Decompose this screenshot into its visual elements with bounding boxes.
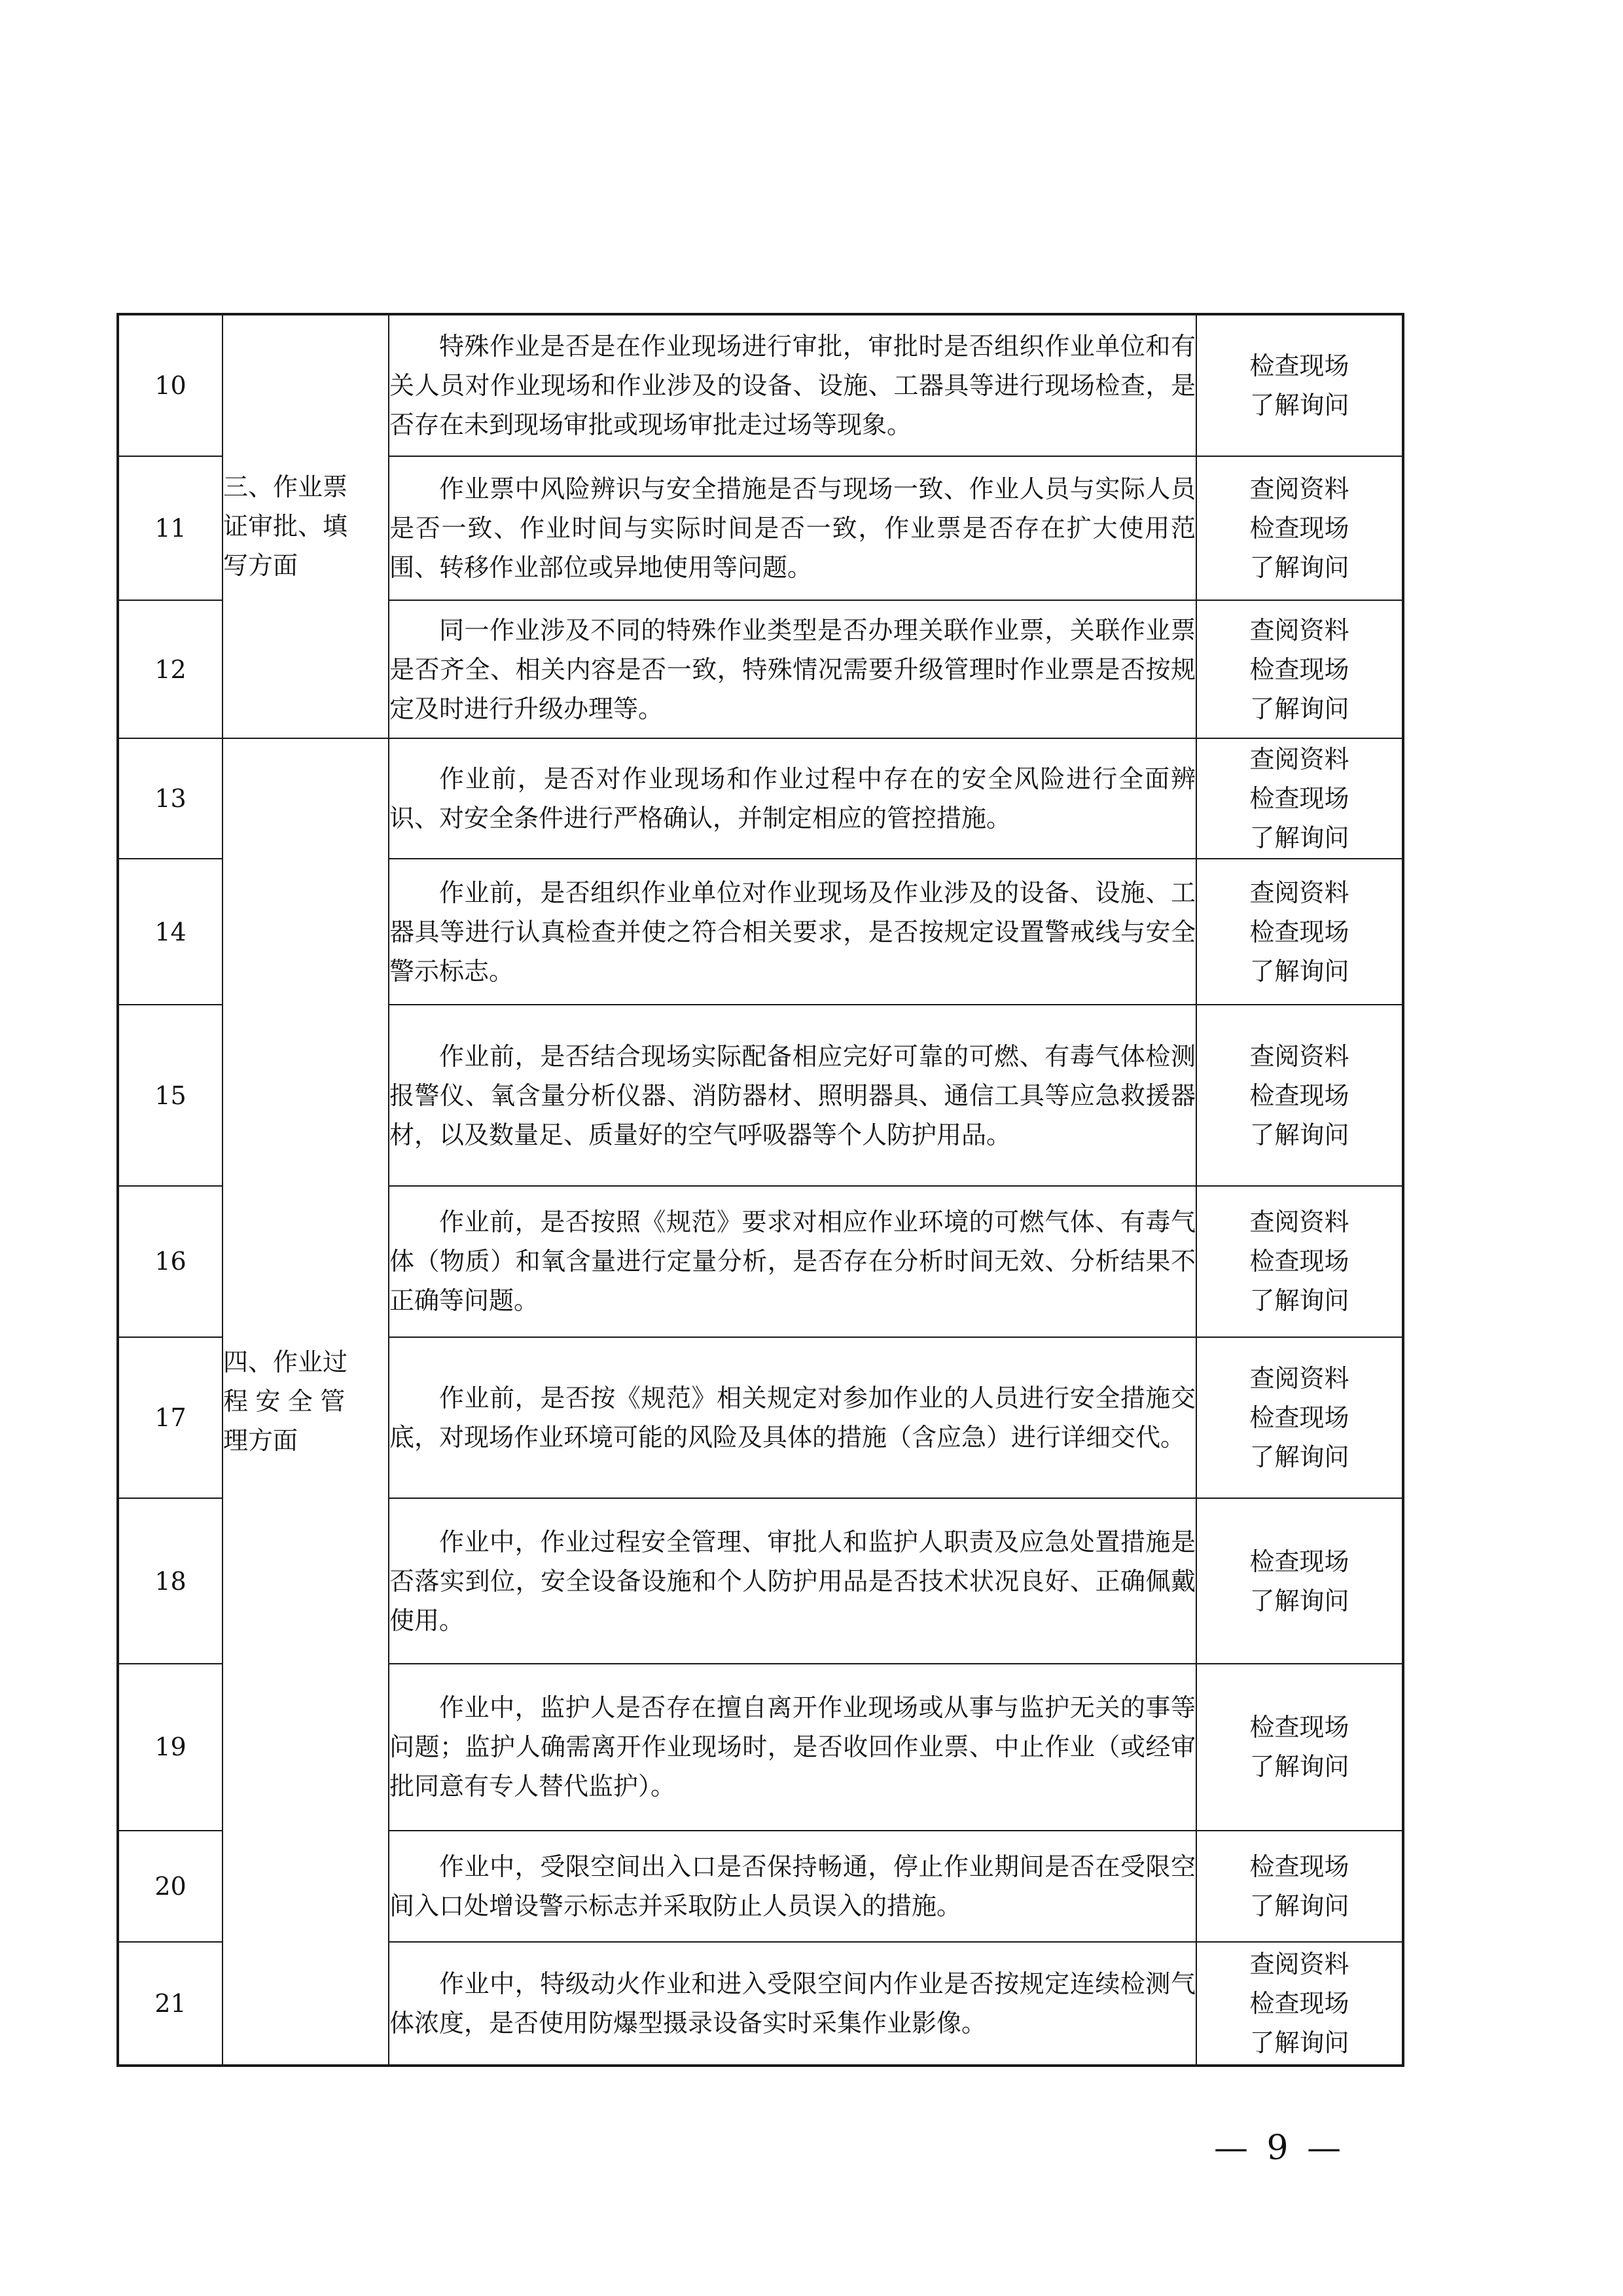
category-line: 三、作业票 [223, 473, 348, 502]
check-content: 同一作业涉及不同的特殊作业类型是否办理关联作业票，关联作业票是否齐全、相关内容是否一致，特殊情况需要升级管理时作业票是否按规定及时进行升级办理等。 [389, 600, 1196, 738]
category-cell [223, 314, 389, 738]
check-method: 查阅资料 检查现场 了解询问 [1196, 1005, 1403, 1186]
table-row [118, 738, 1403, 859]
check-method: 查阅资料 检查现场 了解询问 [1196, 1942, 1403, 2066]
check-content: 作业中，监护人是否存在擅自离开作业现场或从事与监护无关的事等问题；监护人确需离开作业现场时，是否收回作业票、中止作业（或经审批同意有专人替代监护）。 [389, 1664, 1196, 1831]
check-content: 作业中，特级动火作业和进入受限空间内作业是否按规定连续检测气体浓度，是否使用防爆型摄录设备实时采集作业影像。 [389, 1942, 1196, 2066]
category-cell [223, 738, 389, 2066]
check-content: 作业前，是否对作业现场和作业过程中存在的安全风险进行全面辨识、对安全条件进行严格确认，并制定相应的管控措施。 [389, 738, 1196, 859]
check-content: 作业前，是否结合现场实际配备相应完好可靠的可燃、有毒气体检测报警仪、氧含量分析仪器、消防器材、照明器具、通信工具等应急救援器材，以及数量足、质量好的空气呼吸器等个人防护用品。 [389, 1005, 1196, 1186]
row-number: 10 [118, 314, 223, 456]
row-number: 17 [118, 1337, 223, 1499]
row-number: 14 [118, 859, 223, 1005]
check-method: 检查现场 了解询问 [1196, 1498, 1403, 1664]
row-number: 11 [118, 456, 223, 601]
row-number: 12 [118, 600, 223, 738]
page-number: — 9 — [1214, 2128, 1346, 2168]
category-line: 写方面 [223, 551, 298, 581]
category-line: 理方面 [223, 1426, 298, 1456]
check-content: 作业前，是否按照《规范》要求对相应作业环境的可燃气体、有毒气体（物质）和氧含量进行定量分析，是否存在分析时间无效、分析结果不正确等问题。 [389, 1186, 1196, 1337]
check-method: 查阅资料 检查现场 了解询问 [1196, 738, 1403, 859]
table-row [118, 314, 1403, 456]
check-method: 检查现场 了解询问 [1196, 1831, 1403, 1943]
row-number: 18 [118, 1498, 223, 1664]
category-line: 程安全管 [223, 1387, 353, 1416]
check-method: 查阅资料 检查现场 了解询问 [1196, 456, 1403, 601]
row-number: 13 [118, 738, 223, 859]
row-number: 15 [118, 1005, 223, 1186]
category-line: 证审批、填 [223, 512, 348, 541]
check-method: 查阅资料 检查现场 了解询问 [1196, 1337, 1403, 1499]
row-number: 20 [118, 1831, 223, 1943]
check-method: 查阅资料 检查现场 了解询问 [1196, 859, 1403, 1005]
check-content: 作业中，受限空间出入口是否保持畅通，停止作业期间是否在受限空间入口处增设警示标志并采取防止人员误入的措施。 [389, 1831, 1196, 1943]
check-method: 查阅资料 检查现场 了解询问 [1196, 600, 1403, 738]
check-method: 检查现场 了解询问 [1196, 314, 1403, 456]
checklist-table [116, 313, 1404, 2067]
check-method: 查阅资料 检查现场 了解询问 [1196, 1186, 1403, 1337]
check-content: 作业票中风险辨识与安全措施是否与现场一致、作业人员与实际人员是否一致、作业时间与实际时间是否一致，作业票是否存在扩大使用范围、转移作业部位或异地使用等问题。 [389, 456, 1196, 601]
row-number: 16 [118, 1186, 223, 1337]
check-content: 作业前，是否组织作业单位对作业现场及作业涉及的设备、设施、工器具等进行认真检查并使之符合相关要求，是否按规定设置警戒线与安全警示标志。 [389, 859, 1196, 1005]
check-content: 特殊作业是否是在作业现场进行审批，审批时是否组织作业单位和有关人员对作业现场和作业涉及的设备、设施、工器具等进行现场检查，是否存在未到现场审批或现场审批走过场等现象。 [389, 314, 1196, 456]
row-number: 21 [118, 1942, 223, 2066]
check-method: 检查现场 了解询问 [1196, 1664, 1403, 1831]
category-line: 四、作业过 [223, 1348, 348, 1377]
row-number: 19 [118, 1664, 223, 1831]
check-content: 作业前，是否按《规范》相关规定对参加作业的人员进行安全措施交底，对现场作业环境可能的风险及具体的措施（含应急）进行详细交代。 [389, 1337, 1196, 1499]
check-content: 作业中，作业过程安全管理、审批人和监护人职责及应急处置措施是否落实到位，安全设备设施和个人防护用品是否技术状况良好、正确佩戴使用。 [389, 1498, 1196, 1664]
